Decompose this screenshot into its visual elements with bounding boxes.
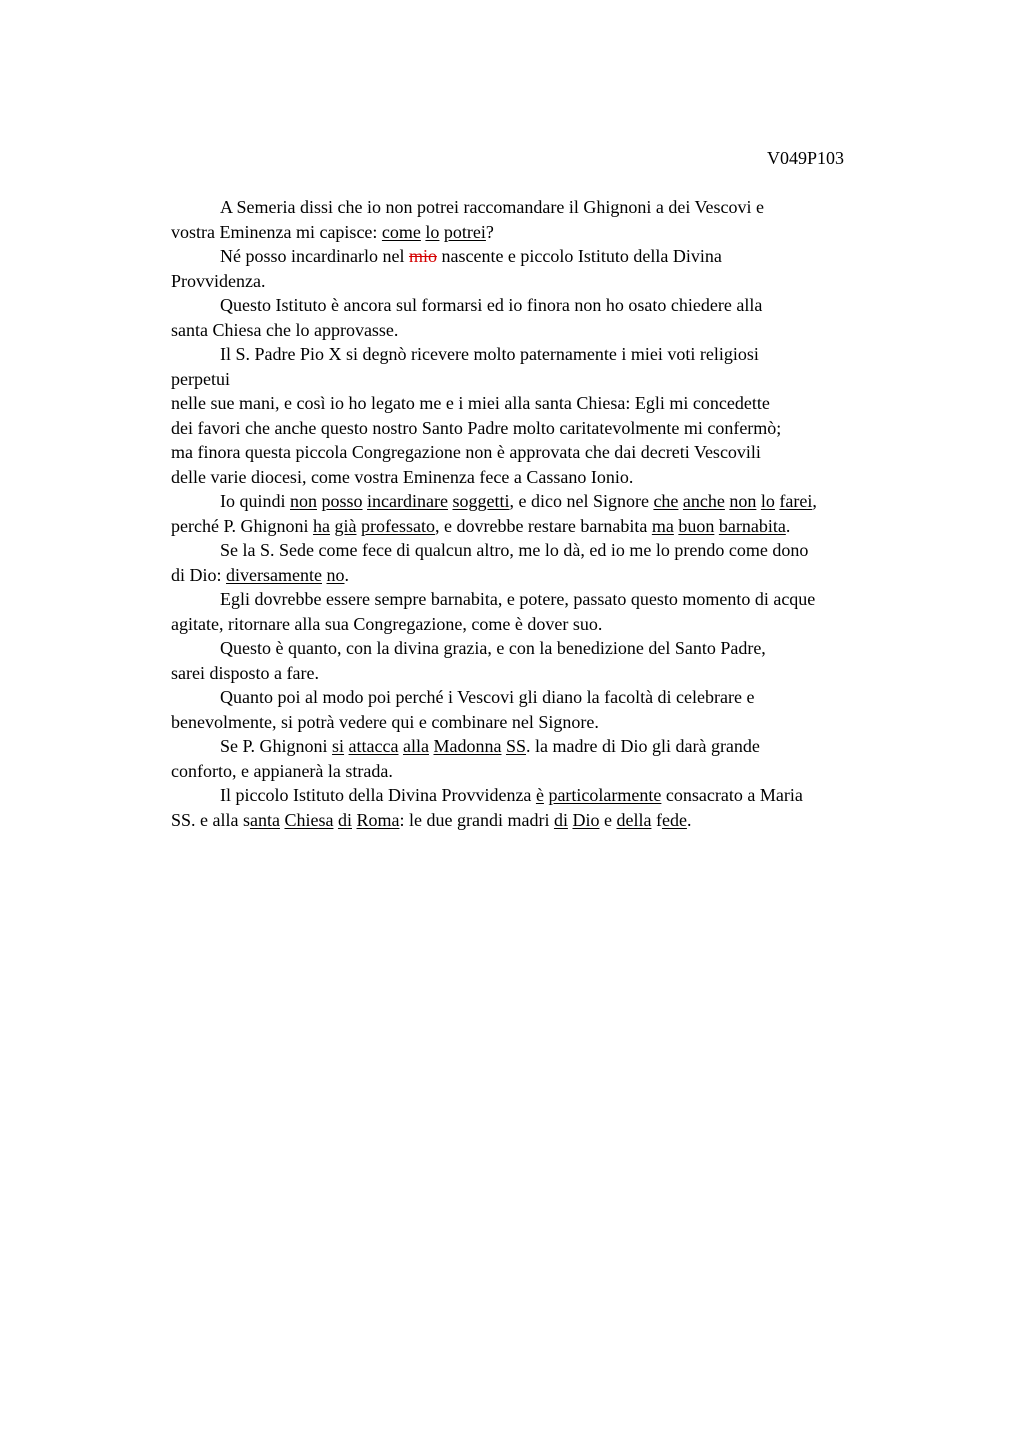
- underlined-word: già: [334, 515, 357, 536]
- text-line: Il piccolo Istituto della Divina Provvidenza è particolarmente consacrato a Maria: [220, 785, 803, 805]
- text-line: Il S. Padre Pio X si degnò ricevere molto paternamente i miei voti religiosi: [220, 344, 759, 364]
- paragraph: [171, 244, 911, 293]
- underlined-word: professato: [360, 515, 435, 536]
- paragraph: [171, 783, 911, 832]
- paragraph: [171, 587, 911, 636]
- paragraph: [171, 685, 911, 734]
- letter-body: [171, 195, 911, 832]
- text-line: Quanto poi al modo poi perché i Vescovi gli diano la facoltà di celebrare e: [220, 687, 755, 707]
- underlined-word: incardinare: [367, 491, 448, 511]
- underlined-word: posso: [321, 491, 363, 511]
- text-line: A Semeria dissi che io non potrei raccomandare il Ghignoni a dei Vescovi e: [220, 197, 765, 217]
- text-line: sarei disposto a fare.: [171, 662, 319, 683]
- underlined-word: anche: [682, 491, 725, 511]
- underlined-word: lo: [425, 221, 440, 242]
- underlined-word: ede: [661, 809, 687, 830]
- underlined-word: SS: [505, 736, 526, 756]
- underlined-word: Roma: [356, 809, 400, 830]
- paragraph: [171, 538, 911, 587]
- paragraph: [171, 195, 911, 244]
- text-line: Questo è quanto, con la divina grazia, e con la benedizione del Santo Padre,: [220, 638, 766, 658]
- text-line: santa Chiesa che lo approvasse.: [171, 319, 399, 340]
- underlined-word: diversamente: [226, 564, 322, 585]
- text-line: Se P. Ghignoni si attacca alla Madonna SS. la madre di Dio gli darà grande: [220, 736, 760, 756]
- underlined-word: di: [337, 809, 352, 830]
- text-line: perché P. Ghignoni ha già professato, e dovrebbe restare barnabita ma buon barnabita.: [171, 515, 791, 536]
- text-line: Egli dovrebbe essere sempre barnabita, e potere, passato questo momento di acque: [220, 589, 816, 609]
- underlined-word: Madonna: [433, 736, 502, 756]
- paragraph: [171, 636, 911, 685]
- text-line: conforto, e appianerà la strada.: [171, 760, 393, 781]
- underlined-word: farei: [779, 491, 813, 511]
- text-line: Io quindi non posso incardinare soggetti, e dico nel Signore che anche non lo farei,: [220, 491, 817, 511]
- text-line: Se la S. Sede come fece di qualcun altro, me lo dà, ed io me lo prendo come dono: [220, 540, 809, 560]
- text-line: Questo Istituto è ancora sul formarsi ed io finora non ho osato chiedere alla: [220, 295, 763, 315]
- text-line: delle varie diocesi, come vostra Eminenza fece a Cassano Ionio.: [171, 466, 634, 487]
- paragraph: [171, 489, 911, 538]
- text-line: perpetui: [171, 368, 230, 389]
- text-line: Provvidenza.: [171, 270, 266, 291]
- text-line: di Dio: diversamente no.: [171, 564, 349, 585]
- underlined-word: non: [729, 491, 757, 511]
- underlined-word: è: [535, 785, 544, 805]
- underlined-word: di: [553, 809, 568, 830]
- underlined-word: alla: [403, 736, 429, 756]
- underlined-word: anta: [250, 809, 280, 830]
- text-line: agitate, ritornare alla sua Congregazione, come è dover suo.: [171, 613, 603, 634]
- underlined-word: ha: [312, 515, 330, 536]
- underlined-word: ma: [651, 515, 674, 536]
- text-line: nelle sue mani, e così io ho legato me e i miei alla santa Chiesa: Egli mi concedette: [171, 393, 770, 413]
- underlined-word: lo: [760, 491, 775, 511]
- paragraph: [171, 293, 911, 342]
- underlined-word: Dio: [572, 809, 600, 830]
- underlined-word: come: [381, 221, 421, 242]
- underlined-word: della: [616, 809, 652, 830]
- text-line: ma finora questa piccola Congregazione non è approvata che dai decreti Vescovili: [171, 442, 761, 462]
- text-line: dei favori che anche questo nostro Santo Padre molto caritatevolmente mi confermò;: [171, 417, 782, 438]
- underlined-word: non: [290, 491, 317, 511]
- text-line: SS. e alla santa Chiesa di Roma: le due grandi madri di Dio e della fede.: [171, 809, 692, 830]
- page-id: V049P103: [766, 148, 844, 168]
- underlined-word: buon: [678, 515, 715, 536]
- underlined-word: barnabita: [718, 515, 786, 536]
- paragraph: [171, 342, 911, 489]
- text-line: benevolmente, si potrà vedere qui e combinare nel Signore.: [171, 711, 599, 732]
- underlined-word: si: [332, 736, 345, 756]
- text-line: vostra Eminenza mi capisce: come lo potrei?: [171, 221, 494, 242]
- underlined-word: soggetti: [452, 491, 510, 511]
- paragraph: [171, 734, 911, 783]
- underlined-word: no: [326, 564, 345, 585]
- struck-word: mio: [408, 246, 437, 266]
- underlined-word: attacca: [348, 736, 399, 756]
- underlined-word: che: [653, 491, 679, 511]
- underlined-word: potrei: [443, 221, 486, 242]
- underlined-word: particolarmente: [548, 785, 662, 805]
- underlined-word: Chiesa: [284, 809, 334, 830]
- text-line: Né posso incardinarlo nel mio nascente e piccolo Istituto della Divina: [220, 246, 722, 266]
